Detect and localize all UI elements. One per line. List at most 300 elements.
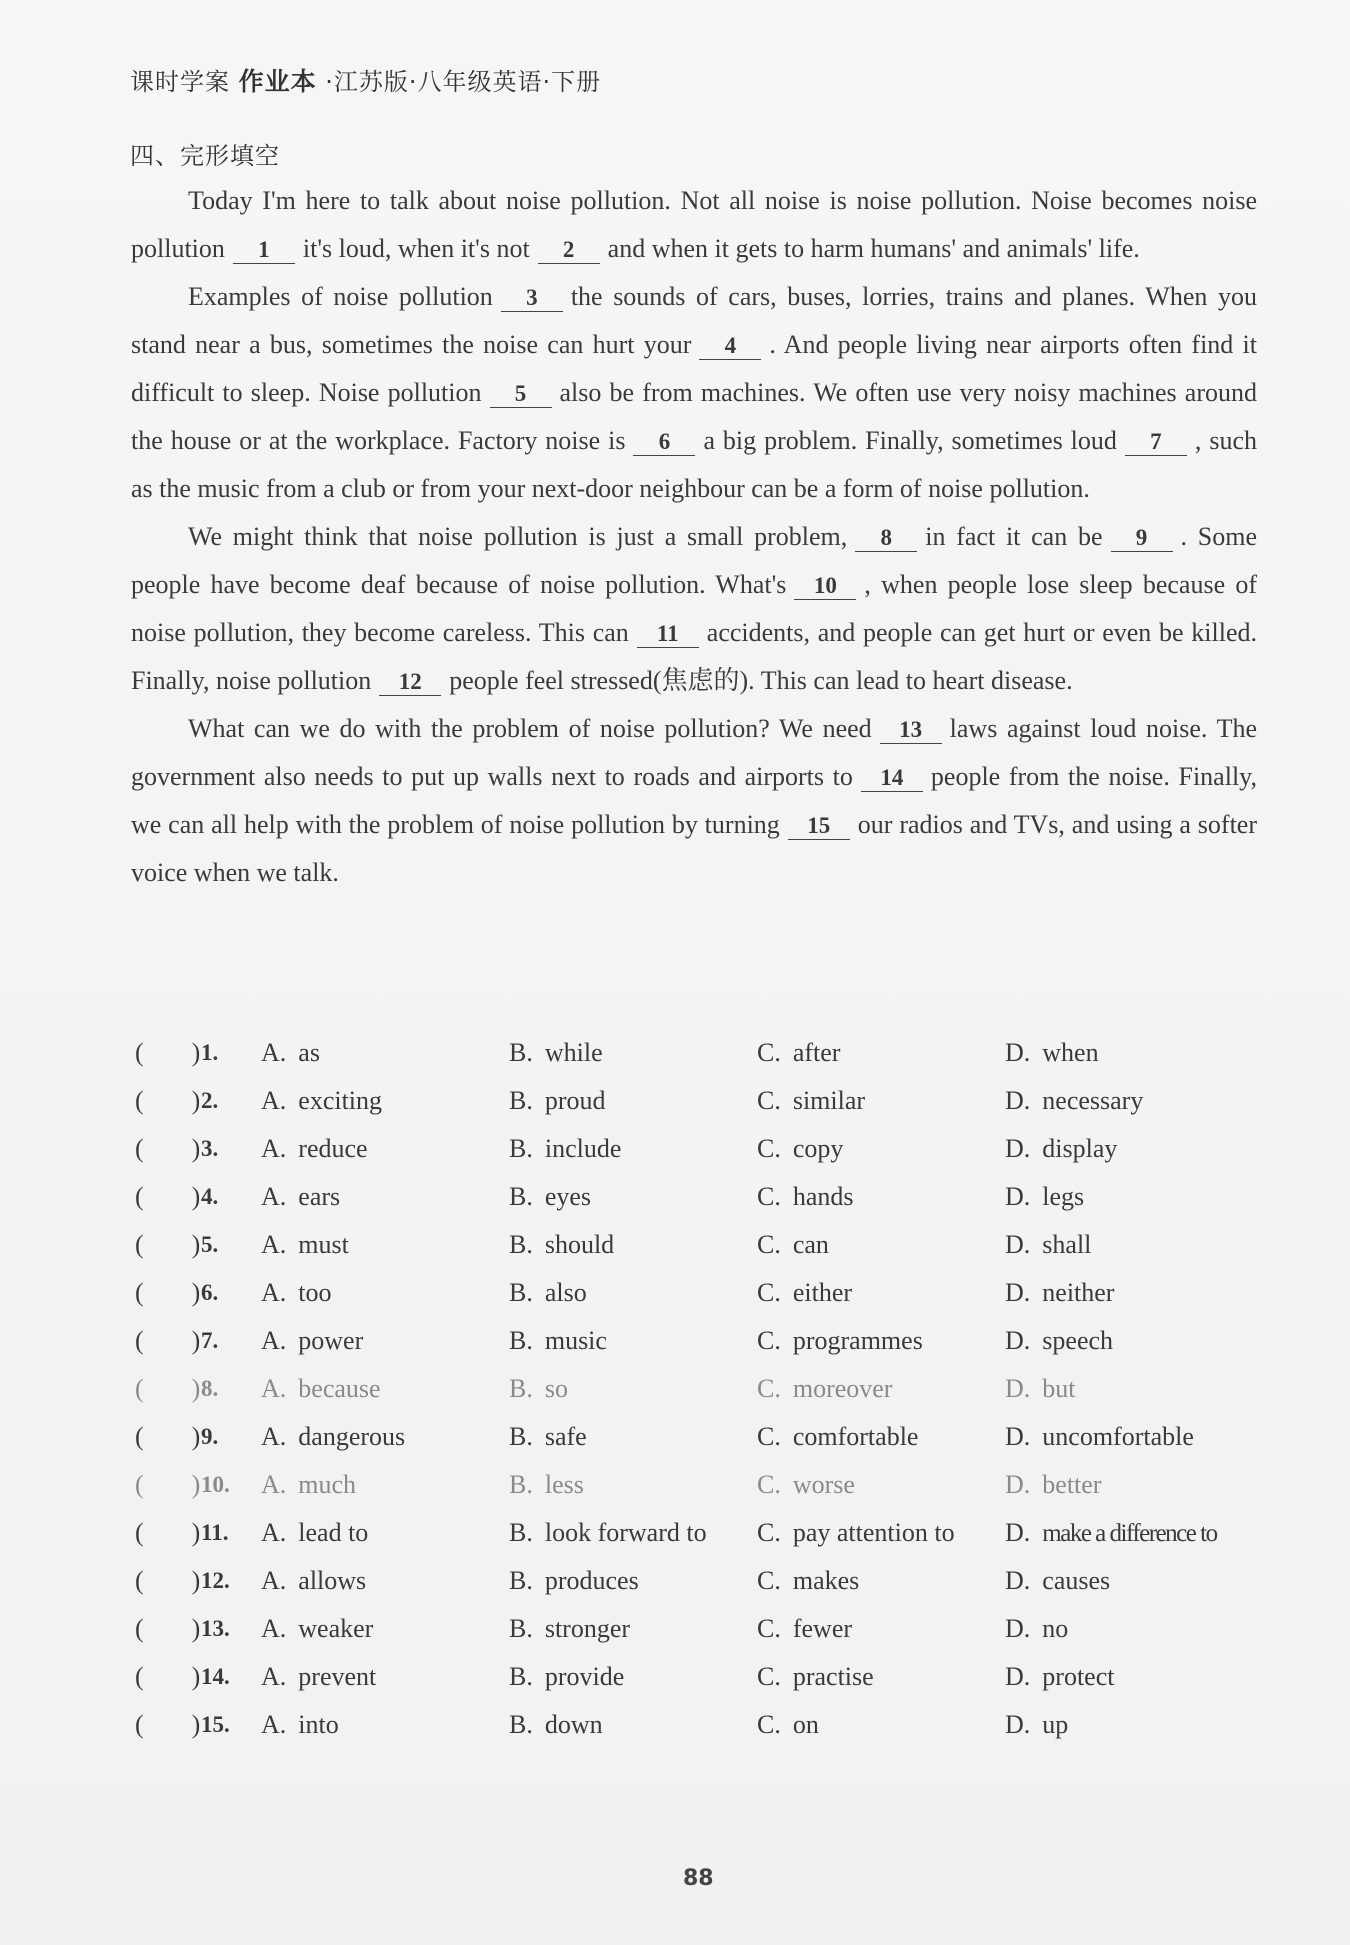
option-text: include xyxy=(544,1134,622,1163)
answer-bracket[interactable] xyxy=(135,1470,200,1500)
passage-text: . Some people have become deaf because of noise pollution. What's xyxy=(131,522,1257,599)
option-text: neither xyxy=(1042,1278,1115,1307)
open-paren: ( xyxy=(135,1230,144,1259)
option-c[interactable] xyxy=(757,1086,865,1116)
option-a[interactable] xyxy=(261,1278,332,1308)
option-text: make a difference to xyxy=(1042,1520,1217,1547)
option-label: C. xyxy=(757,1614,781,1643)
answer-bracket[interactable] xyxy=(135,1518,200,1548)
option-label: D. xyxy=(1005,1038,1031,1067)
passage-text: Today I'm here to talk about noise pollution. Not all noise is noise pollution. Noise becomes noise pollution xyxy=(131,186,1257,263)
option-label: B. xyxy=(509,1662,533,1691)
option-a[interactable] xyxy=(261,1134,368,1164)
option-label: D. xyxy=(1005,1566,1031,1595)
answer-bracket[interactable] xyxy=(135,1038,200,1068)
question-number: 13. xyxy=(201,1616,230,1641)
option-c[interactable] xyxy=(757,1566,859,1596)
option-label: C. xyxy=(757,1038,781,1067)
open-paren: ( xyxy=(135,1086,144,1115)
option-label: A. xyxy=(261,1326,287,1355)
question-row xyxy=(131,1470,1271,1518)
option-label: C. xyxy=(757,1662,781,1691)
option-label: C. xyxy=(757,1518,781,1547)
blank-9[interactable]: 9 xyxy=(1111,525,1173,552)
option-d[interactable] xyxy=(1005,1566,1110,1596)
option-b[interactable] xyxy=(509,1134,621,1164)
blank-13[interactable]: 13 xyxy=(880,717,942,744)
passage-text: in fact it can be xyxy=(925,522,1103,551)
option-c[interactable] xyxy=(757,1518,955,1548)
option-text: better xyxy=(1042,1470,1102,1499)
option-d[interactable] xyxy=(1005,1422,1194,1452)
option-label: C. xyxy=(757,1710,781,1739)
option-a[interactable] xyxy=(261,1470,356,1500)
option-c[interactable] xyxy=(757,1230,829,1260)
question-number: 10. xyxy=(201,1472,230,1497)
question-number: 8. xyxy=(201,1376,219,1401)
blank-12[interactable]: 12 xyxy=(379,669,441,696)
option-b[interactable] xyxy=(509,1326,607,1356)
option-text: hands xyxy=(792,1182,854,1211)
question-number: 2. xyxy=(201,1088,219,1113)
option-label: D. xyxy=(1005,1374,1031,1403)
option-d[interactable] xyxy=(1005,1614,1068,1644)
answer-bracket[interactable] xyxy=(135,1662,200,1692)
option-text: stronger xyxy=(544,1614,631,1643)
close-paren: ) xyxy=(191,1086,201,1115)
option-text: produces xyxy=(544,1566,639,1595)
close-paren: ) xyxy=(191,1710,201,1739)
option-label: D. xyxy=(1005,1086,1031,1115)
option-label: C. xyxy=(757,1134,781,1163)
question-number: 1. xyxy=(201,1040,219,1065)
close-paren: ) xyxy=(191,1422,201,1451)
option-text: safe xyxy=(544,1422,587,1451)
option-text: either xyxy=(792,1278,853,1307)
option-label: B. xyxy=(509,1038,533,1067)
question-number: 5. xyxy=(201,1232,219,1257)
option-c[interactable] xyxy=(757,1326,923,1356)
answer-bracket[interactable] xyxy=(135,1086,200,1116)
question-number: 6. xyxy=(201,1280,219,1305)
close-paren: ) xyxy=(191,1518,201,1547)
option-text: legs xyxy=(1042,1182,1085,1211)
passage-paragraph-2 xyxy=(131,273,1257,513)
header-prefix: 课时学案 xyxy=(130,68,230,96)
option-label: D. xyxy=(1005,1518,1031,1547)
option-d[interactable] xyxy=(1005,1230,1091,1260)
option-text: speech xyxy=(1042,1326,1114,1355)
option-b[interactable] xyxy=(509,1038,603,1068)
question-row xyxy=(131,1086,1271,1134)
passage-text: Examples of noise pollution xyxy=(188,282,493,311)
option-label: A. xyxy=(261,1374,287,1403)
answer-bracket[interactable] xyxy=(135,1374,200,1404)
option-text: exciting xyxy=(298,1086,383,1115)
option-text: can xyxy=(792,1230,829,1259)
option-label: D. xyxy=(1005,1470,1031,1499)
option-text: because xyxy=(298,1374,381,1403)
option-a[interactable] xyxy=(261,1518,368,1548)
option-label: A. xyxy=(261,1230,287,1259)
passage-paragraph-1 xyxy=(131,177,1257,273)
option-text: after xyxy=(792,1038,841,1067)
question-row xyxy=(131,1518,1271,1566)
blank-8[interactable]: 8 xyxy=(855,525,917,552)
option-b[interactable] xyxy=(509,1278,587,1308)
section-title: 四、完形填空 xyxy=(130,142,280,170)
passage-text: and when it gets to harm humans' and animals' life. xyxy=(607,234,1140,263)
option-c[interactable] xyxy=(757,1710,819,1740)
option-c[interactable] xyxy=(757,1662,874,1692)
question-number: 14. xyxy=(201,1664,230,1689)
option-d[interactable] xyxy=(1005,1134,1117,1164)
option-text: weaker xyxy=(298,1614,374,1643)
book-header xyxy=(130,62,601,98)
blank-3[interactable]: 3 xyxy=(501,285,563,312)
passage-text: people feel stressed(焦虑的). This can lead to heart disease. xyxy=(449,666,1073,695)
option-text: practise xyxy=(792,1662,874,1691)
question-row xyxy=(131,1662,1271,1710)
option-d[interactable] xyxy=(1005,1278,1114,1308)
question-number: 3. xyxy=(201,1136,219,1161)
option-a[interactable] xyxy=(261,1710,339,1740)
blank-15[interactable]: 15 xyxy=(788,813,850,840)
blank-10[interactable]: 10 xyxy=(794,573,856,600)
option-label: A. xyxy=(261,1518,287,1547)
option-d[interactable] xyxy=(1005,1326,1113,1356)
option-text: uncomfortable xyxy=(1042,1422,1194,1451)
option-a[interactable] xyxy=(261,1374,381,1404)
option-label: B. xyxy=(509,1710,533,1739)
question-row xyxy=(131,1374,1271,1422)
blank-11[interactable]: 11 xyxy=(637,621,699,648)
option-d[interactable] xyxy=(1005,1710,1068,1740)
option-c[interactable] xyxy=(757,1134,843,1164)
passage-text: a big problem. Finally, sometimes loud xyxy=(703,426,1117,455)
passage-text: it's loud, when it's not xyxy=(302,234,530,263)
question-list xyxy=(131,1038,1271,1758)
option-label: B. xyxy=(509,1134,533,1163)
option-c[interactable] xyxy=(757,1374,892,1404)
option-label: A. xyxy=(261,1278,287,1307)
option-text: proud xyxy=(544,1086,606,1115)
blank-14[interactable]: 14 xyxy=(861,765,923,792)
option-label: C. xyxy=(757,1422,781,1451)
option-b[interactable] xyxy=(509,1086,606,1116)
option-d[interactable] xyxy=(1005,1038,1099,1068)
answer-bracket[interactable] xyxy=(135,1134,200,1164)
close-paren: ) xyxy=(191,1278,201,1307)
option-text: prevent xyxy=(298,1662,377,1691)
option-text: copy xyxy=(792,1134,844,1163)
option-label: C. xyxy=(757,1182,781,1211)
answer-bracket[interactable] xyxy=(135,1422,200,1452)
option-label: B. xyxy=(509,1566,533,1595)
open-paren: ( xyxy=(135,1134,144,1163)
option-label: B. xyxy=(509,1326,533,1355)
question-number: 12. xyxy=(201,1568,230,1593)
question-number: 15. xyxy=(201,1712,230,1737)
option-label: C. xyxy=(757,1374,781,1403)
option-text: less xyxy=(544,1470,584,1499)
option-label: D. xyxy=(1005,1614,1031,1643)
question-number: 9. xyxy=(201,1424,219,1449)
option-label: B. xyxy=(509,1614,533,1643)
answer-bracket[interactable] xyxy=(135,1230,200,1260)
open-paren: ( xyxy=(135,1518,144,1547)
option-a[interactable] xyxy=(261,1662,376,1692)
open-paren: ( xyxy=(135,1470,144,1499)
option-label: C. xyxy=(757,1230,781,1259)
open-paren: ( xyxy=(135,1278,144,1307)
question-row xyxy=(131,1038,1271,1086)
option-text: programmes xyxy=(792,1326,923,1355)
answer-bracket[interactable] xyxy=(135,1710,200,1740)
option-d[interactable] xyxy=(1005,1662,1114,1692)
question-row xyxy=(131,1230,1271,1278)
option-text: moreover xyxy=(792,1374,893,1403)
option-label: C. xyxy=(757,1326,781,1355)
option-label: C. xyxy=(757,1566,781,1595)
close-paren: ) xyxy=(191,1374,201,1403)
answer-bracket[interactable] xyxy=(135,1326,200,1356)
option-a[interactable] xyxy=(261,1566,366,1596)
option-text: but xyxy=(1042,1374,1076,1403)
option-c[interactable] xyxy=(757,1182,854,1212)
option-text: similar xyxy=(792,1086,866,1115)
close-paren: ) xyxy=(191,1230,201,1259)
option-label: D. xyxy=(1005,1278,1031,1307)
option-label: A. xyxy=(261,1038,287,1067)
option-text: worse xyxy=(792,1470,855,1499)
option-c[interactable] xyxy=(757,1278,852,1308)
open-paren: ( xyxy=(135,1038,144,1067)
option-text: dangerous xyxy=(298,1422,406,1451)
answer-bracket[interactable] xyxy=(135,1614,200,1644)
open-paren: ( xyxy=(135,1326,144,1355)
option-d[interactable] xyxy=(1005,1518,1217,1548)
close-paren: ) xyxy=(191,1038,201,1067)
option-text: into xyxy=(298,1710,339,1739)
passage-text: the sounds of cars, buses, lorries, trains and planes. When you stand near a bus, sometimes the noise can hurt your xyxy=(131,282,1257,359)
open-paren: ( xyxy=(135,1710,144,1739)
option-d[interactable] xyxy=(1005,1182,1084,1212)
passage-text: . And people living near airports often find it difficult to sleep. Noise pollution xyxy=(131,330,1257,407)
question-row xyxy=(131,1566,1271,1614)
option-text: display xyxy=(1042,1134,1118,1163)
blank-5[interactable]: 5 xyxy=(490,381,552,408)
option-text: no xyxy=(1042,1614,1069,1643)
option-text: provide xyxy=(544,1662,625,1691)
option-label: B. xyxy=(509,1422,533,1451)
question-row xyxy=(131,1182,1271,1230)
option-a[interactable] xyxy=(261,1038,320,1068)
open-paren: ( xyxy=(135,1662,144,1691)
option-text: necessary xyxy=(1042,1086,1144,1115)
open-paren: ( xyxy=(135,1374,144,1403)
option-label: A. xyxy=(261,1566,287,1595)
option-label: B. xyxy=(509,1182,533,1211)
passage-text: our radios and TVs, and using a softer voice when we talk. xyxy=(131,810,1257,887)
option-text: must xyxy=(298,1230,349,1259)
question-number: 7. xyxy=(201,1328,219,1353)
option-b[interactable] xyxy=(509,1230,614,1260)
option-label: D. xyxy=(1005,1326,1031,1355)
option-label: D. xyxy=(1005,1134,1031,1163)
question-row xyxy=(131,1134,1271,1182)
option-text: on xyxy=(792,1710,819,1739)
close-paren: ) xyxy=(191,1182,201,1211)
option-text: when xyxy=(1042,1038,1099,1067)
option-b[interactable] xyxy=(509,1614,630,1644)
option-text: music xyxy=(544,1326,607,1355)
option-b[interactable] xyxy=(509,1710,603,1740)
option-label: B. xyxy=(509,1086,533,1115)
close-paren: ) xyxy=(191,1566,201,1595)
option-c[interactable] xyxy=(757,1614,852,1644)
option-d[interactable] xyxy=(1005,1374,1076,1404)
question-number: 11. xyxy=(201,1520,229,1545)
passage-paragraph-4 xyxy=(131,705,1257,897)
option-text: reduce xyxy=(298,1134,368,1163)
option-text: pay attention to xyxy=(792,1518,955,1547)
option-a[interactable] xyxy=(261,1086,382,1116)
option-a[interactable] xyxy=(261,1230,349,1260)
option-text: comfortable xyxy=(792,1422,919,1451)
option-a[interactable] xyxy=(261,1182,340,1212)
close-paren: ) xyxy=(191,1662,201,1691)
passage-paragraph-3 xyxy=(131,513,1257,705)
option-label: C. xyxy=(757,1086,781,1115)
option-label: B. xyxy=(509,1230,533,1259)
option-d[interactable] xyxy=(1005,1086,1143,1116)
option-label: B. xyxy=(509,1278,533,1307)
question-row xyxy=(131,1326,1271,1374)
open-paren: ( xyxy=(135,1614,144,1643)
open-paren: ( xyxy=(135,1422,144,1451)
option-b[interactable] xyxy=(509,1182,591,1212)
passage-text: also be from machines. We often use very noisy machines around the house or at the workplace. Factory noise is xyxy=(131,378,1258,455)
passage-text: accidents, and people can get hurt or even be killed. Finally, noise pollution xyxy=(131,618,1257,695)
blank-2[interactable]: 2 xyxy=(538,237,600,264)
option-text: as xyxy=(298,1038,320,1067)
header-suffix: ·江苏版·八年级英语·下册 xyxy=(325,68,602,96)
question-row xyxy=(131,1422,1271,1470)
option-c[interactable] xyxy=(757,1470,855,1500)
option-text: power xyxy=(298,1326,364,1355)
option-text: causes xyxy=(1042,1566,1111,1595)
option-a[interactable] xyxy=(261,1422,405,1452)
option-label: A. xyxy=(261,1470,287,1499)
option-b[interactable] xyxy=(509,1422,587,1452)
option-text: look forward to xyxy=(544,1518,707,1547)
option-text: while xyxy=(544,1038,603,1067)
option-label: D. xyxy=(1005,1182,1031,1211)
question-row xyxy=(131,1278,1271,1326)
answer-bracket[interactable] xyxy=(135,1182,200,1212)
option-b[interactable] xyxy=(509,1662,624,1692)
option-text: shall xyxy=(1042,1230,1092,1259)
option-c[interactable] xyxy=(757,1422,918,1452)
header-bold: 作业本 xyxy=(238,67,317,96)
question-row xyxy=(131,1614,1271,1662)
option-label: D. xyxy=(1005,1230,1031,1259)
close-paren: ) xyxy=(191,1470,201,1499)
option-text: eyes xyxy=(544,1182,592,1211)
option-label: C. xyxy=(757,1470,781,1499)
close-paren: ) xyxy=(191,1134,201,1163)
option-text: makes xyxy=(792,1566,860,1595)
option-text: down xyxy=(544,1710,603,1739)
option-label: A. xyxy=(261,1710,287,1739)
option-label: D. xyxy=(1005,1422,1031,1451)
blank-7[interactable]: 7 xyxy=(1125,429,1187,456)
option-a[interactable] xyxy=(261,1326,363,1356)
option-d[interactable] xyxy=(1005,1470,1101,1500)
option-label: A. xyxy=(261,1182,287,1211)
option-text: fewer xyxy=(792,1614,853,1643)
option-label: D. xyxy=(1005,1662,1031,1691)
option-b[interactable] xyxy=(509,1518,707,1548)
option-text: should xyxy=(544,1230,615,1259)
option-text: much xyxy=(298,1470,357,1499)
option-text: allows xyxy=(298,1566,367,1595)
option-label: B. xyxy=(509,1518,533,1547)
passage-text: , when people lose sleep because of noise pollution, they become careless. This can xyxy=(131,570,1257,647)
option-text: so xyxy=(544,1374,568,1403)
option-c[interactable] xyxy=(757,1038,840,1068)
option-label: A. xyxy=(261,1614,287,1643)
answer-bracket[interactable] xyxy=(135,1566,200,1596)
option-text: also xyxy=(544,1278,587,1307)
passage-text: laws against loud noise. The government also needs to put up walls next to roads and airports to xyxy=(131,714,1257,791)
option-label: B. xyxy=(509,1374,533,1403)
passage-text: , such as the music from a club or from your next-door neighbour can be a form of noise pollution. xyxy=(131,426,1258,503)
option-text: lead to xyxy=(298,1518,369,1547)
blank-6[interactable]: 6 xyxy=(633,429,695,456)
option-a[interactable] xyxy=(261,1614,373,1644)
passage-text: We might think that noise pollution is just a small problem, xyxy=(188,522,848,551)
blank-1[interactable]: 1 xyxy=(233,237,295,264)
option-label: C. xyxy=(757,1278,781,1307)
option-text: too xyxy=(298,1278,332,1307)
cloze-passage xyxy=(131,177,1257,897)
question-row xyxy=(131,1710,1271,1758)
option-label: A. xyxy=(261,1662,287,1691)
page-number: 88 xyxy=(683,1866,714,1891)
option-label: A. xyxy=(261,1134,287,1163)
open-paren: ( xyxy=(135,1182,144,1211)
option-label: A. xyxy=(261,1422,287,1451)
passage-text: What can we do with the problem of noise pollution? We need xyxy=(188,714,872,743)
option-b[interactable] xyxy=(509,1374,568,1404)
close-paren: ) xyxy=(191,1326,201,1355)
blank-4[interactable]: 4 xyxy=(699,333,761,360)
option-text: ears xyxy=(298,1182,341,1211)
close-paren: ) xyxy=(191,1614,201,1643)
option-b[interactable] xyxy=(509,1566,639,1596)
option-label: B. xyxy=(509,1470,533,1499)
option-text: up xyxy=(1042,1710,1069,1739)
option-text: protect xyxy=(1042,1662,1115,1691)
open-paren: ( xyxy=(135,1566,144,1595)
option-label: A. xyxy=(261,1086,287,1115)
option-b[interactable] xyxy=(509,1470,584,1500)
option-label: D. xyxy=(1005,1710,1031,1739)
question-number: 4. xyxy=(201,1184,219,1209)
answer-bracket[interactable] xyxy=(135,1278,200,1308)
